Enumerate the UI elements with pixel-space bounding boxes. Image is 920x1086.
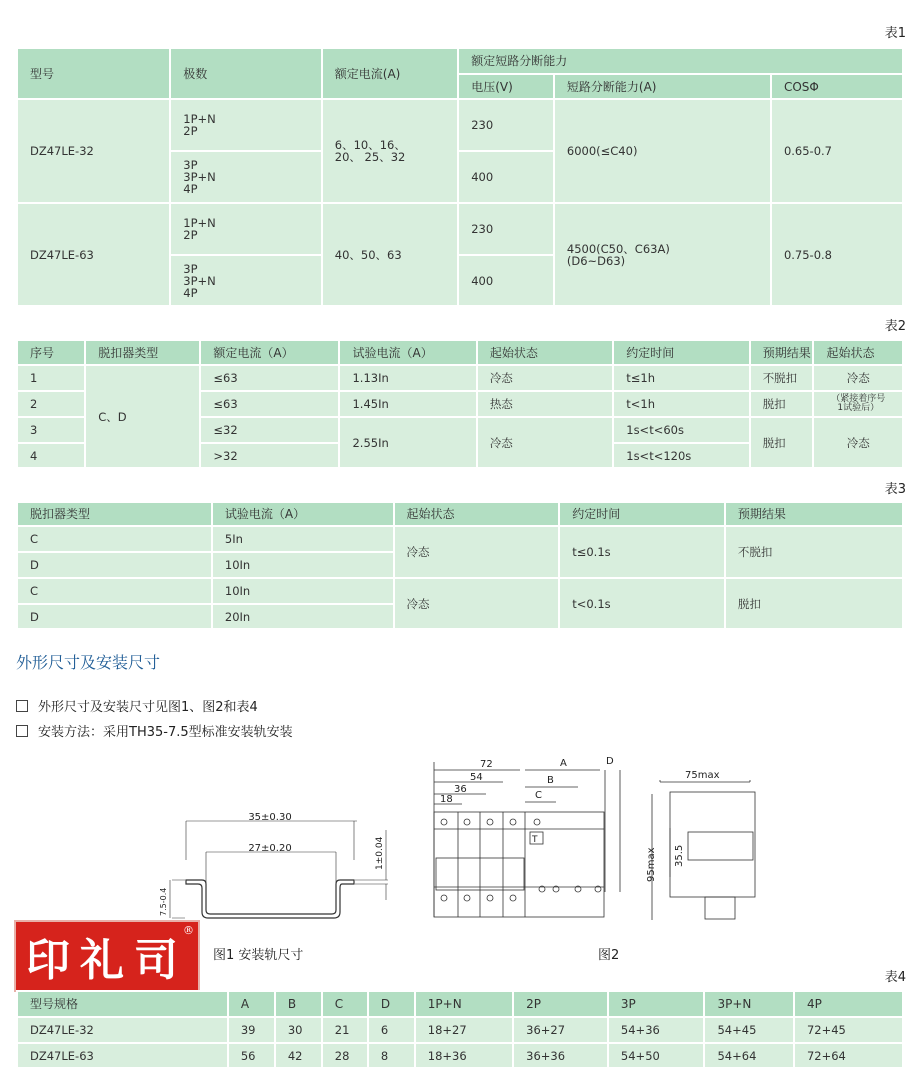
column-header: 3P	[608, 991, 705, 1017]
table-cell: 54+64	[704, 1043, 793, 1068]
column-header: C	[322, 991, 368, 1017]
table-cell: 56	[228, 1043, 275, 1068]
table-cell: C	[17, 526, 212, 552]
figure1-caption: 图1 安装轨尺寸	[213, 948, 304, 963]
dim-35-5: 35.5	[674, 844, 685, 867]
column-header: 4P	[794, 991, 903, 1017]
table-cell: 30	[275, 1017, 322, 1043]
table-cell: 72+45	[794, 1017, 903, 1043]
dim-b: B	[547, 775, 554, 786]
column-header: 极数	[170, 48, 322, 99]
table-cell: 20In	[212, 604, 394, 629]
table-cell: DZ47LE-32	[17, 1017, 228, 1043]
bullet-item	[16, 721, 293, 740]
table-cell: DZ47LE-63	[17, 203, 170, 306]
rail-width-label: 35±0.30	[248, 812, 292, 823]
bullet-item	[16, 696, 258, 715]
table1-label: 表1	[884, 26, 906, 41]
column-header: 型号规格	[17, 991, 228, 1017]
registered-mark: ®	[183, 924, 194, 937]
table-cell: 短路分断能力(A)	[554, 74, 771, 99]
table-cell: 6000(≤C40)	[554, 99, 771, 203]
table-cell: 54+45	[704, 1017, 793, 1043]
rail-diagram	[150, 800, 410, 925]
dimension-table	[16, 990, 904, 1069]
trip-test-table	[16, 339, 904, 469]
column-header: A	[228, 991, 275, 1017]
table-cell: t≤1h	[613, 365, 749, 391]
checkbox-icon	[16, 700, 28, 712]
dim-c: C	[535, 790, 542, 801]
table-cell: 冷态	[813, 417, 903, 468]
column-header: 试验电流（A）	[339, 340, 476, 365]
table-cell: 1s<t<60s	[613, 417, 749, 443]
table-cell: 0.75-0.8	[771, 203, 903, 306]
table-cell: 电压(V)	[458, 74, 554, 99]
table-cell: 18+36	[415, 1043, 513, 1068]
column-header: 3P+N	[704, 991, 793, 1017]
table-cell: 400	[458, 151, 554, 203]
table-cell: 不脱扣	[750, 365, 814, 391]
column-header: 序号	[17, 340, 85, 365]
table-cell: 3	[17, 417, 85, 443]
breaking-capacity-table	[16, 47, 904, 307]
table-cell: D	[17, 604, 212, 629]
dim-a: A	[560, 758, 567, 769]
table-cell: 8	[368, 1043, 415, 1068]
column-header: B	[275, 991, 322, 1017]
table-cell: C	[17, 578, 212, 604]
table-row	[17, 1043, 903, 1068]
column-header: 型号	[17, 48, 170, 99]
table-cell: DZ47LE-63	[17, 1043, 228, 1068]
table-cell: 28	[322, 1043, 368, 1068]
table-cell: 脱扣	[750, 417, 814, 468]
rail-height-label: 7.5-0.4	[159, 887, 168, 916]
table-row	[17, 203, 903, 255]
table-cell: C、D	[85, 365, 200, 468]
table-cell: 6	[368, 1017, 415, 1043]
table3-label: 表3	[884, 482, 906, 497]
table-cell: 400	[458, 255, 554, 306]
table-cell: 54+36	[608, 1017, 705, 1043]
table4-label: 表4	[884, 970, 906, 985]
table2-label: 表2	[884, 319, 906, 334]
figure2-caption: 图2	[598, 948, 620, 963]
column-header: 脱扣器类型	[17, 502, 212, 526]
table-cell: 冷态	[394, 578, 560, 629]
table-cell: 18+27	[415, 1017, 513, 1043]
table-cell: 脱扣	[725, 578, 903, 629]
column-header: 2P	[513, 991, 608, 1017]
dim-54: 54	[470, 772, 483, 783]
column-header: 脱扣器类型	[85, 340, 200, 365]
table-cell: 热态	[477, 391, 613, 417]
table-cell: >32	[200, 443, 339, 468]
table-row	[17, 365, 903, 391]
table-cell: 冷态	[477, 417, 613, 468]
table-cell: （紧接着序号 1试验后）	[813, 391, 903, 417]
section-title: 外形尺寸及安装尺寸	[16, 653, 161, 672]
column-header: 试验电流（A）	[212, 502, 394, 526]
table-cell: D	[17, 552, 212, 578]
column-header: 额定电流（A）	[200, 340, 339, 365]
table-cell: 40、50、63	[322, 203, 458, 306]
table-cell: t<0.1s	[559, 578, 725, 629]
table-cell: 冷态	[394, 526, 560, 578]
table-cell: 230	[458, 203, 554, 255]
dim-18: 18	[440, 794, 453, 805]
table-cell: 1P+N 2P	[170, 203, 322, 255]
dim-36: 36	[454, 784, 467, 795]
column-header: 约定时间	[613, 340, 749, 365]
table-cell: 5In	[212, 526, 394, 552]
table-cell: 36+36	[513, 1043, 608, 1068]
table-cell: 3P 3P+N 4P	[170, 151, 322, 203]
column-header: 1P+N	[415, 991, 513, 1017]
rail-inner-width-label: 27±0.20	[248, 843, 292, 854]
dim-72: 72	[480, 759, 493, 770]
test-button-label: T	[532, 835, 538, 845]
column-header: 额定短路分断能力	[458, 48, 903, 74]
bullet-text: 外形尺寸及安装尺寸见图1、图2和表4	[38, 700, 258, 715]
table-cell: DZ47LE-32	[17, 99, 170, 203]
table-row	[17, 99, 903, 151]
table-cell: 39	[228, 1017, 275, 1043]
table-cell: 72+64	[794, 1043, 903, 1068]
table-cell: 1P+N 2P	[170, 99, 322, 151]
table-cell: 冷态	[477, 365, 613, 391]
table-cell: 10In	[212, 552, 394, 578]
column-header: 约定时间	[559, 502, 725, 526]
table-header-row	[17, 340, 903, 365]
table-header-row	[17, 48, 903, 74]
table-cell: 42	[275, 1043, 322, 1068]
table-cell: 1.45In	[339, 391, 476, 417]
table-cell: ≤63	[200, 365, 339, 391]
table-cell: 冷态	[813, 365, 903, 391]
table-cell: 脱扣	[750, 391, 814, 417]
table-cell: 3P 3P+N 4P	[170, 255, 322, 306]
table-row	[17, 1017, 903, 1043]
column-header: 预期结果	[750, 340, 814, 365]
table-cell: 4	[17, 443, 85, 468]
column-header: 额定电流(A)	[322, 48, 458, 99]
table-cell: 不脱扣	[725, 526, 903, 578]
table-cell: 1	[17, 365, 85, 391]
column-header: 起始状态	[394, 502, 560, 526]
table-cell: 4500(C50、C63A) (D6~D63)	[554, 203, 771, 306]
table-cell: 2	[17, 391, 85, 417]
table-header-row	[17, 502, 903, 526]
column-header: 起始状态	[477, 340, 613, 365]
table-cell: COSΦ	[771, 74, 903, 99]
breaker-diagram	[430, 752, 770, 922]
column-header: D	[368, 991, 415, 1017]
dim-75max: 75max	[685, 770, 720, 781]
dim-95max: 95max	[646, 847, 657, 882]
brand-logo	[14, 920, 200, 992]
column-header: 起始状态	[813, 340, 903, 365]
logo-text: 印礼司	[26, 935, 188, 986]
table-cell: 2.55In	[339, 417, 476, 468]
table-cell: t≤0.1s	[559, 526, 725, 578]
table-row	[17, 526, 903, 552]
table-cell: 1.13In	[339, 365, 476, 391]
table-cell: ≤32	[200, 417, 339, 443]
table-row	[17, 578, 903, 604]
table-cell: 36+27	[513, 1017, 608, 1043]
rail-thickness-label: 1±0.04	[375, 836, 385, 870]
column-header: 预期结果	[725, 502, 903, 526]
instant-trip-table	[16, 501, 904, 630]
table-cell: 6、10、16、 20、 25、32	[322, 99, 458, 203]
dim-d: D	[606, 756, 614, 767]
table-cell: 0.65-0.7	[771, 99, 903, 203]
table-cell: 230	[458, 99, 554, 151]
table-cell: 10In	[212, 578, 394, 604]
table-cell: ≤63	[200, 391, 339, 417]
table-cell: 54+50	[608, 1043, 705, 1068]
table-cell: 1s<t<120s	[613, 443, 749, 468]
table-cell: t<1h	[613, 391, 749, 417]
checkbox-icon	[16, 725, 28, 737]
table-cell: 21	[322, 1017, 368, 1043]
table-header-row	[17, 991, 903, 1017]
bullet-text: 安装方法：采用TH35-7.5型标准安装轨安装	[38, 725, 293, 740]
